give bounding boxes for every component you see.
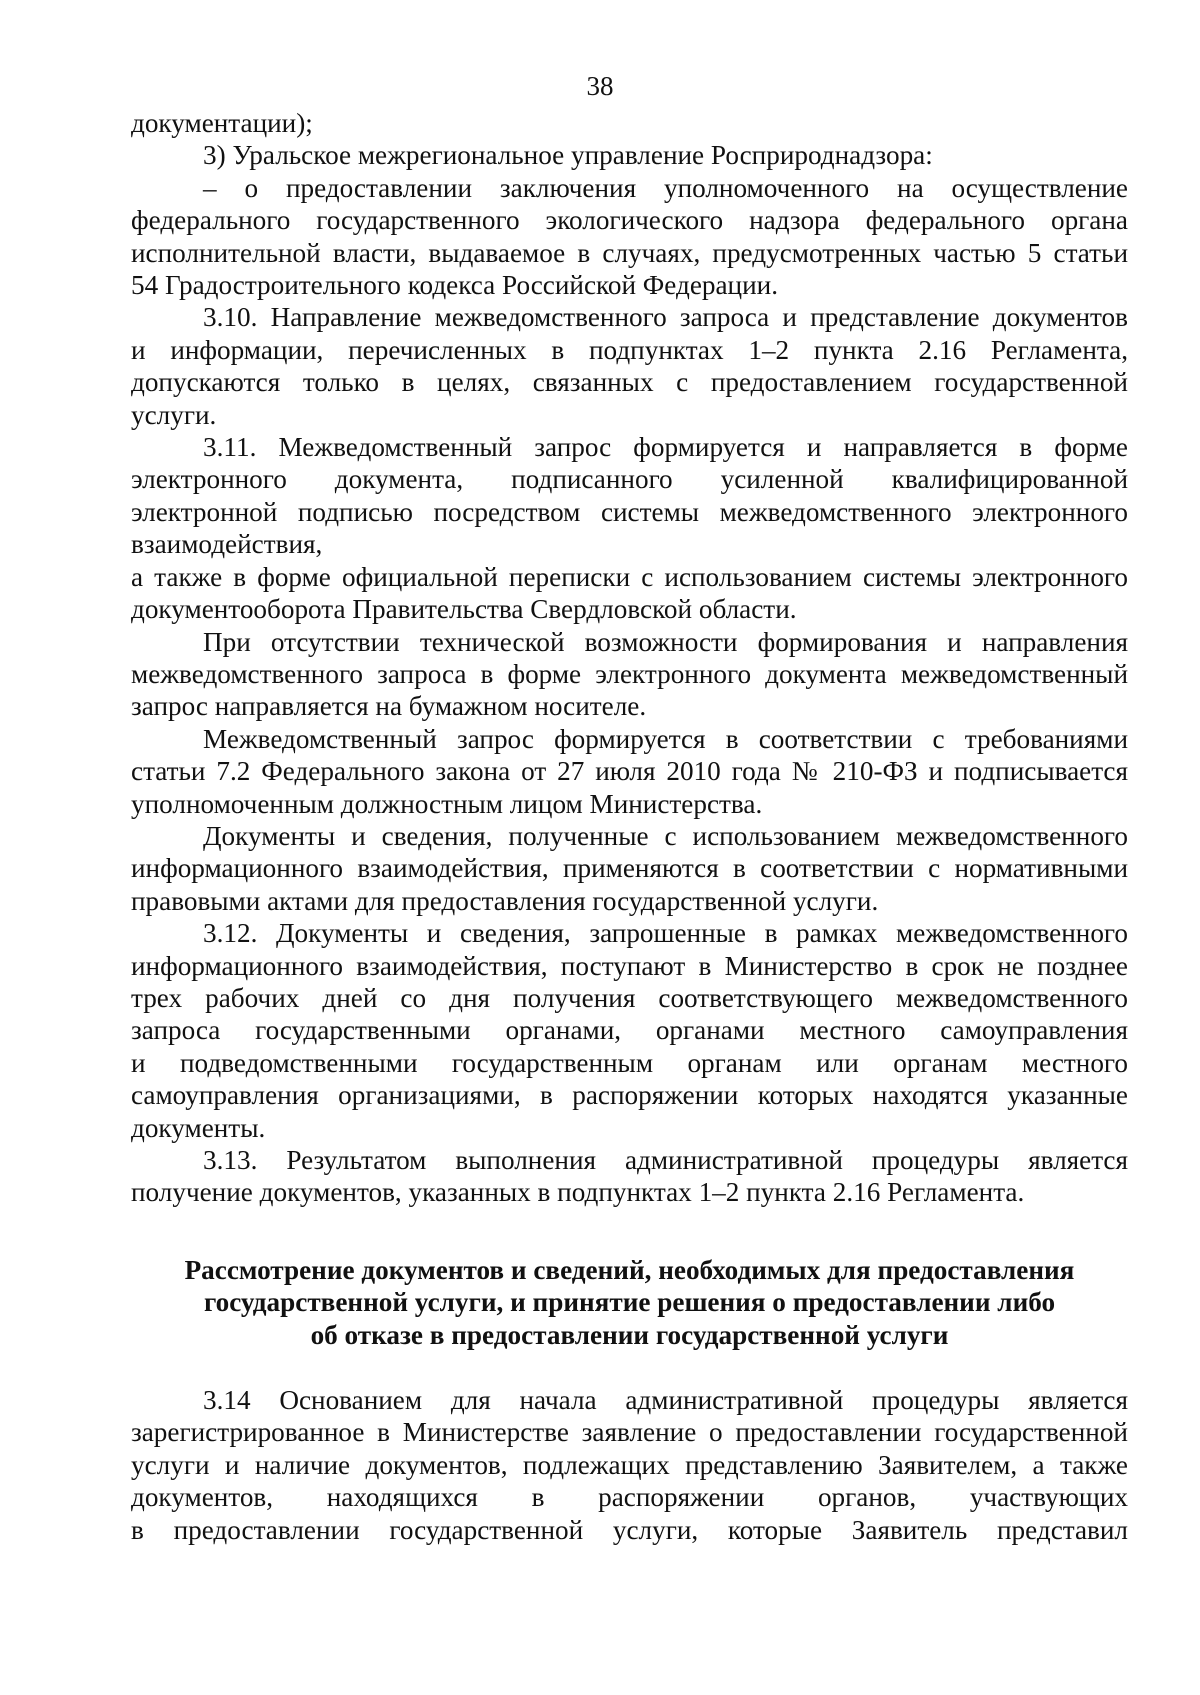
page-number: 38 <box>586 71 614 101</box>
text-line: документы. <box>131 1112 266 1143</box>
text-line: 54 Градостроительного кодекса Российской Федерации. <box>131 270 779 301</box>
text-line: документов, находящихся в распоряжении органов, участвующих <box>131 1482 1128 1513</box>
text-line: федерального государственного экологического надзора федерального органа <box>131 205 1128 236</box>
text-line: – о предоставлении заключения уполномоченного на осуществление <box>203 172 1128 203</box>
text-line: и информации, перечисленных в подпунктах 1–2 пункта 2.16 Регламента, <box>131 334 1128 365</box>
text-line: правовыми актами для предоставления государственной услуги. <box>131 885 879 916</box>
text-line: услуги и наличие документов, подлежащих представлению Заявителем, а также <box>131 1449 1128 1480</box>
body-text-lower <box>131 1384 1128 1546</box>
text-line: электронного документа, подписанного усиленной квалифицированной <box>131 464 1128 495</box>
heading-line: Рассмотрение документов и сведений, необходимых для предоставления <box>184 1255 1075 1285</box>
text-line: трех рабочих дней со дня получения соответствующего межведомственного <box>131 982 1128 1013</box>
text-line: документооборота Правительства Свердловской области. <box>131 594 797 625</box>
text-line: статьи 7.2 Федерального закона от 27 июля 2010 года № 210-ФЗ и подписывается <box>131 756 1128 787</box>
text-line: запроса государственными органами, органами местного самоуправления <box>131 1015 1128 1046</box>
text-line: 3.13. Результатом выполнения административной процедуры является <box>203 1145 1128 1175</box>
text-line: в предоставлении государственной услуги, которые Заявитель представил <box>131 1514 1128 1545</box>
text-line: а также в форме официальной переписки с использованием системы электронного <box>131 561 1128 592</box>
text-line: информационного взаимодействия, поступают в Министерство в срок не позднее <box>131 950 1128 981</box>
text-line: 3.12. Документы и сведения, запрошенные в рамках межведомственного <box>203 918 1128 949</box>
text-line: 3.14 Основанием для начала административной процедуры является <box>203 1385 1128 1415</box>
text-line: самоуправления организациями, в распоряжении которых находятся указанные <box>131 1080 1128 1111</box>
text-line: зарегистрированное в Министерстве заявление о предоставлении государственной <box>131 1417 1128 1448</box>
text-line: информационного взаимодействия, применяются в соответствии с нормативными <box>131 853 1128 884</box>
text-line: 3) Уральское межрегиональное управление Росприроднадзора: <box>203 140 933 171</box>
section-heading <box>131 1254 1128 1351</box>
text-line: услуги. <box>131 399 217 430</box>
text-line: При отсутствии технической возможности формирования и направления <box>203 626 1128 657</box>
text-line: 3.11. Межведомственный запрос формируется и направляется в форме <box>203 432 1128 463</box>
text-line: и подведомственными государственным органам или органам местного <box>131 1047 1128 1078</box>
text-line: межведомственного запроса в форме электронного документа межведомственный <box>131 658 1128 689</box>
body-text-upper <box>131 107 1128 1209</box>
text-line: запрос направляется на бумажном носителе. <box>131 691 647 722</box>
heading-line: государственной услуги, и принятие решения о предоставлении либо <box>203 1287 1056 1318</box>
text-line: 3.10. Направление межведомственного запроса и представление документов <box>203 302 1128 333</box>
heading-line: об отказе в предоставлении государственной услуги <box>310 1319 949 1350</box>
text-line: электронной подписью посредством системы межведомственного электронного <box>131 496 1128 527</box>
text-line: Межведомственный запрос формируется в соответствии с требованиями <box>203 723 1128 754</box>
text-line: допускаются только в целях, связанных с предоставлением государственной <box>131 367 1128 398</box>
text-line: документации); <box>131 108 313 138</box>
text-line: уполномоченным должностным лицом Министерства. <box>131 788 763 819</box>
text-line: получение документов, указанных в подпунктах 1–2 пункта 2.16 Регламента. <box>131 1177 1025 1208</box>
text-line: взаимодействия, <box>131 529 323 560</box>
text-line: Документы и сведения, полученные с использованием межведомственного <box>203 820 1128 851</box>
text-line: исполнительной власти, выдаваемое в случаях, предусмотренных частью 5 статьи <box>131 237 1128 268</box>
